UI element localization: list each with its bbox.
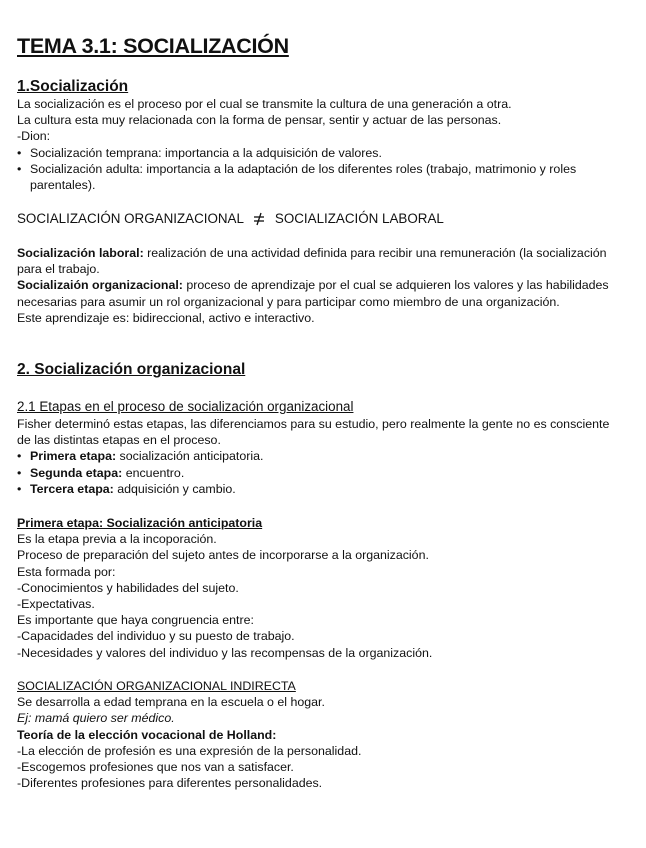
bullet-item: • Tercera etapa: adquisición y cambio. xyxy=(17,481,236,496)
page-title: TEMA 3.1: SOCIALIZACIÓN xyxy=(17,34,289,58)
bullet-item: • Socialización adulta: importancia a la adaptación de los diferentes roles (trabajo, matrimonio y roles parentales). xyxy=(17,161,577,193)
aprendizaje-line: Este aprendizaje es: bidireccional, activo e interactivo. xyxy=(17,310,315,325)
paragraph-line: -Diferentes profesiones para diferentes personalidades. xyxy=(17,776,323,791)
paragraph-line: -La elección de profesión es una expresión de la personalidad. xyxy=(17,743,362,758)
paragraph-line: -Conocimientos y habilidades del sujeto. xyxy=(17,580,239,595)
bullet-icon: • xyxy=(17,161,22,176)
not-equal-icon xyxy=(253,210,265,227)
paragraph-line: Esta formada por: xyxy=(17,564,116,579)
bullet-item: • Segunda etapa: encuentro. xyxy=(17,465,185,480)
definition-organizacional: Socializaión organizacional: proceso de aprendizaje por el cual se adquieren los valores y las habilidades necesarias para asumir un rol organizacional y para participar como miembro de una organización. xyxy=(17,278,609,309)
bullet-icon: • xyxy=(17,145,22,160)
bullet-icon: • xyxy=(17,449,22,464)
definitions xyxy=(17,245,615,326)
section-2-heading: 2. Socialización organizacional xyxy=(17,361,246,378)
bullet-item: • Socialización temprana: importancia a la adquisición de valores. xyxy=(17,145,382,160)
primera-etapa-block xyxy=(17,515,617,661)
paragraph-line: -Expectativas. xyxy=(17,597,95,612)
paragraph-line: -Capacidades del individuo y su puesto de trabajo. xyxy=(17,629,295,644)
section-2-1-heading: 2.1 Etapas en el proceso de socialización organizacional xyxy=(17,399,354,414)
paragraph-line: Se desarrolla a edad temprana en la escuela o el hogar. xyxy=(17,695,325,710)
example-line: Ej: mamá quiero ser médico. xyxy=(17,711,175,726)
paragraph-line: -Dion: xyxy=(17,129,51,144)
section-1-heading: 1.Socialización xyxy=(17,78,129,95)
comparison-left: SOCIALIZACIÓN ORGANIZACIONAL xyxy=(17,211,244,226)
bullet-icon: • xyxy=(17,481,22,496)
paragraph-line: Es la etapa previa a la incoporación. xyxy=(17,532,217,547)
comparison-line xyxy=(17,210,617,227)
primera-etapa-heading: Primera etapa: Socialización anticipatoria xyxy=(17,516,263,530)
stages-intro: Fisher determinó estas etapas, las diferenciamos para su estudio, pero realmente la gente no es consciente de las distintas etapas en el proceso. xyxy=(17,417,610,448)
definition-laboral: Socialización laboral: realización de una actividad definida para recibir una remuneración (la socialización para el trabajo. xyxy=(17,246,607,277)
holland-heading: Teoría de la elección vocacional de Holland: xyxy=(17,727,277,742)
bullet-item: • Primera etapa: socialización anticipatoria. xyxy=(17,449,264,464)
section-1-body xyxy=(17,96,617,193)
paragraph-line: -Necesidades y valores del individuo y las recompensas de la organización. xyxy=(17,645,433,660)
paragraph-line: Proceso de preparación del sujeto antes de incorporarse a la organización. xyxy=(17,548,429,563)
paragraph-line: -Escogemos profesiones que nos van a satisfacer. xyxy=(17,760,294,775)
paragraph-line: Es importante que haya congruencia entre: xyxy=(17,613,254,628)
stages-block xyxy=(17,416,615,497)
indirecta-block xyxy=(17,678,617,791)
indirecta-heading: SOCIALIZACIÓN ORGANIZACIONAL INDIRECTA xyxy=(17,679,296,693)
paragraph-line: La cultura esta muy relacionada con la forma de pensar, sentir y actuar de las personas. xyxy=(17,113,502,128)
comparison-right: SOCIALIZACIÓN LABORAL xyxy=(274,211,444,226)
bullet-icon: • xyxy=(17,465,22,480)
paragraph-line: La socialización es el proceso por el cual se transmite la cultura de una generación a otra. xyxy=(17,97,512,111)
